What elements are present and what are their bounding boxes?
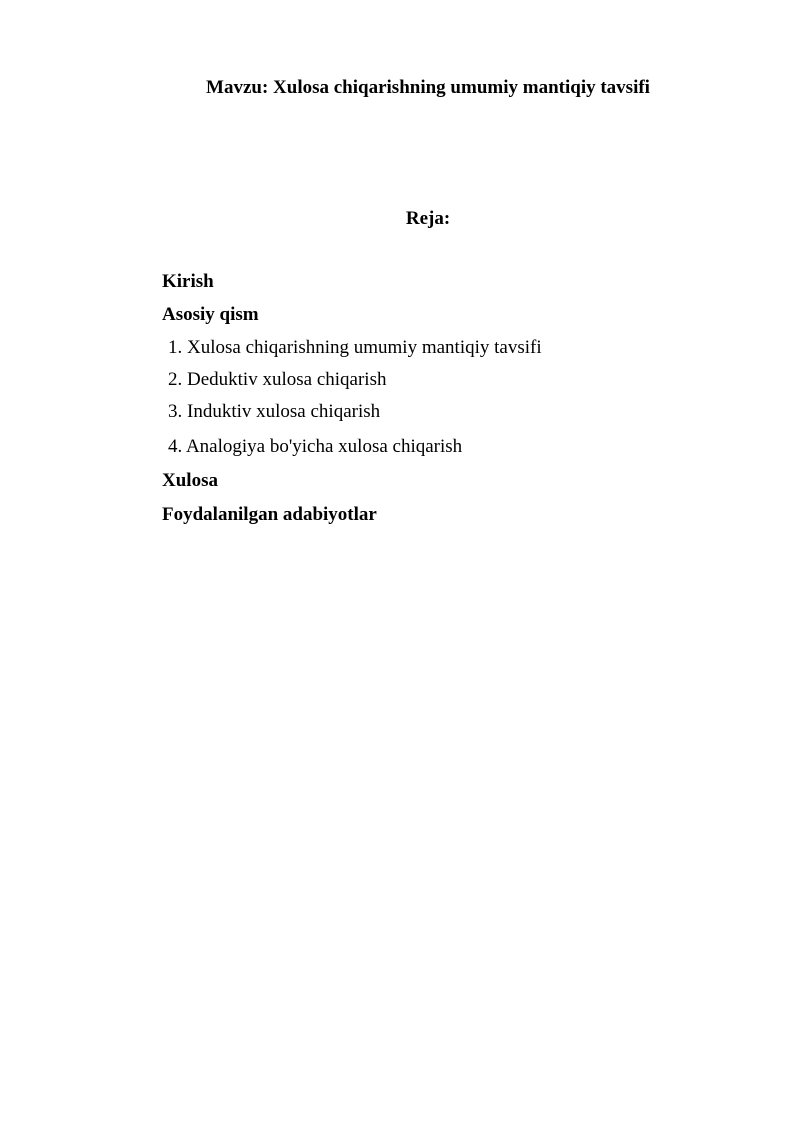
plan-main-part: Asosiy qism	[162, 304, 259, 325]
plan-introduction: Kirish	[162, 271, 214, 292]
document-title: Mavzu: Xulosa chiqarishning umumiy mantiqiy tavsifi	[206, 77, 650, 98]
plan-item-1: 1. Xulosa chiqarishning umumiy mantiqiy tavsifi	[168, 337, 542, 358]
plan-item-4: 4. Analogiya bo'yicha xulosa chiqarish	[168, 436, 463, 457]
plan-references: Foydalanilgan adabiyotlar	[162, 504, 377, 525]
plan-item-3: 3. Induktiv xulosa chiqarish	[168, 401, 381, 422]
plan-heading: Reja:	[405, 208, 451, 229]
plan-conclusion: Xulosa	[162, 470, 218, 491]
plan-item-2: 2. Deduktiv xulosa chiqarish	[168, 369, 387, 390]
